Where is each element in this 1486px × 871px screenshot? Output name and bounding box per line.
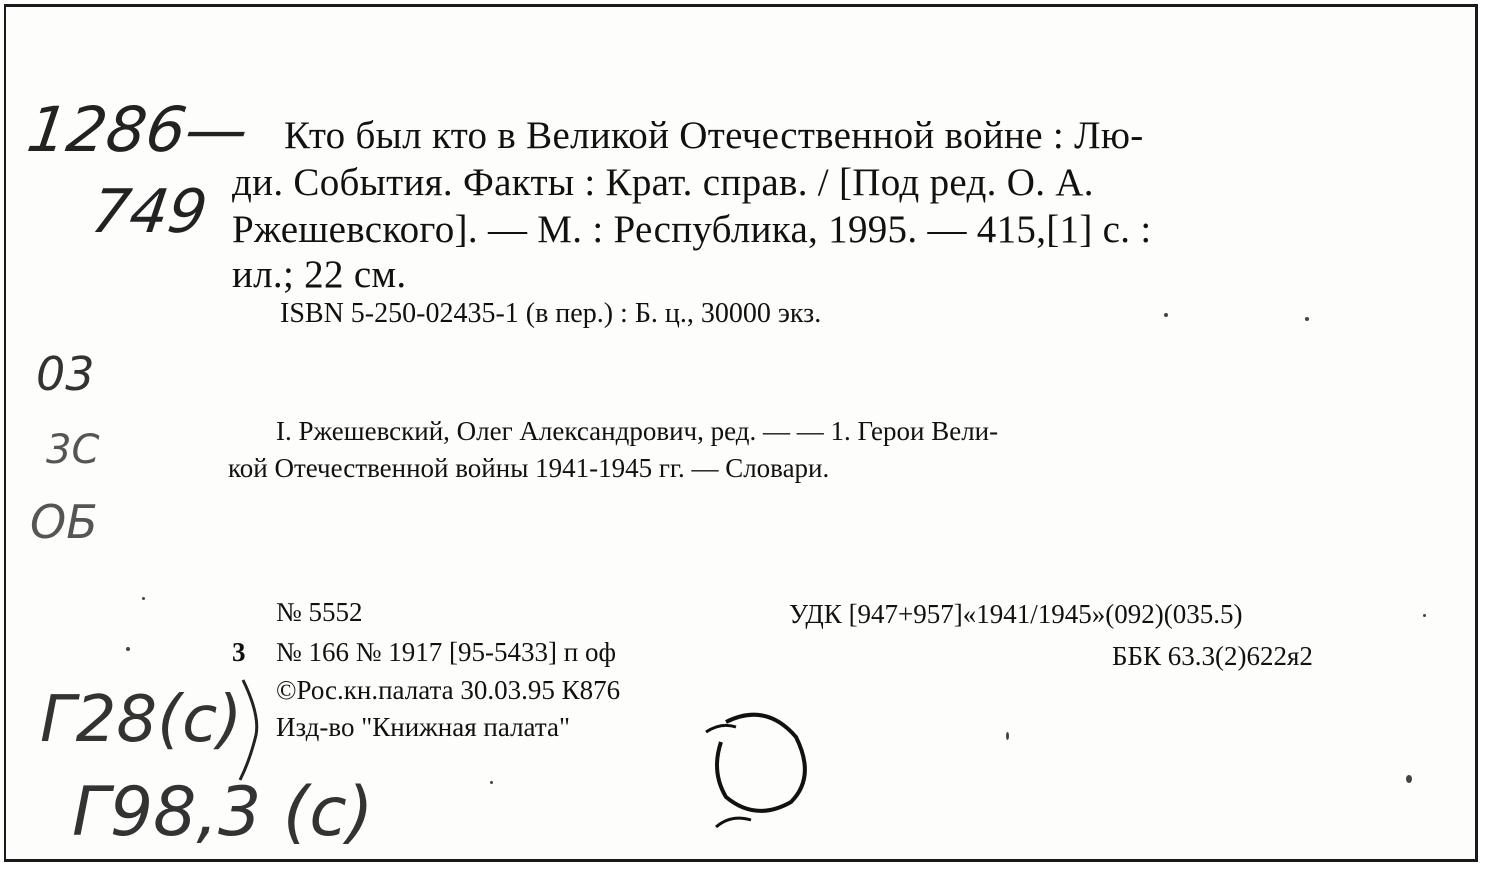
card-number: № 5552 xyxy=(276,597,363,627)
speck xyxy=(1006,732,1009,740)
card-count-prefix: 3 xyxy=(232,637,246,667)
speck xyxy=(1164,313,1168,317)
tracings-line-1: I. Ржешевский, Олег Александрович, ред. — — 1. Герои Вели- xyxy=(276,416,999,446)
description-line-4: ил.; 22 см. xyxy=(232,253,407,296)
tracings-line-2: кой Отечественной войны 1941-1945 гг. — Словари. xyxy=(228,453,830,483)
margin-note-1: 03 xyxy=(36,347,95,401)
shelfmark-line1: 1286— xyxy=(22,93,253,166)
shelfmark-line2: 749 xyxy=(87,177,212,247)
publisher-line: Изд-во "Книжная палата" xyxy=(276,712,570,742)
speck xyxy=(126,647,130,651)
description-line-2: ди. События. Факты : Крат. справ. / [Под ред. О. А. xyxy=(232,161,1094,204)
description-line-1: Кто был кто в Великой Отечественной войне : Лю- xyxy=(284,114,1144,157)
speck xyxy=(142,597,145,600)
udk-code: УДК [947+957]«1941/1945»(092)(035.5) xyxy=(789,599,1243,629)
bottom-note-2: Г98,3 (с) xyxy=(72,773,374,852)
speck xyxy=(490,781,493,784)
speck xyxy=(1423,614,1426,617)
description-line-3: Ржешевского]. — М. : Республика, 1995. — 415,[1] с. : xyxy=(232,208,1152,251)
bbk-code: ББК 63.3(2)622я2 xyxy=(1112,641,1313,671)
margin-note-2: 3С xyxy=(46,427,100,473)
registration-numbers: № 166 № 1917 [95-5433] п оф xyxy=(276,637,616,667)
margin-note-3: ОБ xyxy=(30,495,98,549)
bottom-note-1: Г28(с) xyxy=(40,683,243,757)
speck xyxy=(1305,317,1309,321)
catalog-card xyxy=(4,4,1478,862)
handwritten-circle-mark xyxy=(696,702,826,842)
isbn-line: ISBN 5-250-02435-1 (в пер.) : Б. ц., 30000 экз. xyxy=(280,298,822,329)
speck xyxy=(1406,775,1412,783)
handwritten-bracket-mark xyxy=(238,675,268,785)
copyright-line: ©Рос.кн.палата 30.03.95 К876 xyxy=(276,675,621,705)
